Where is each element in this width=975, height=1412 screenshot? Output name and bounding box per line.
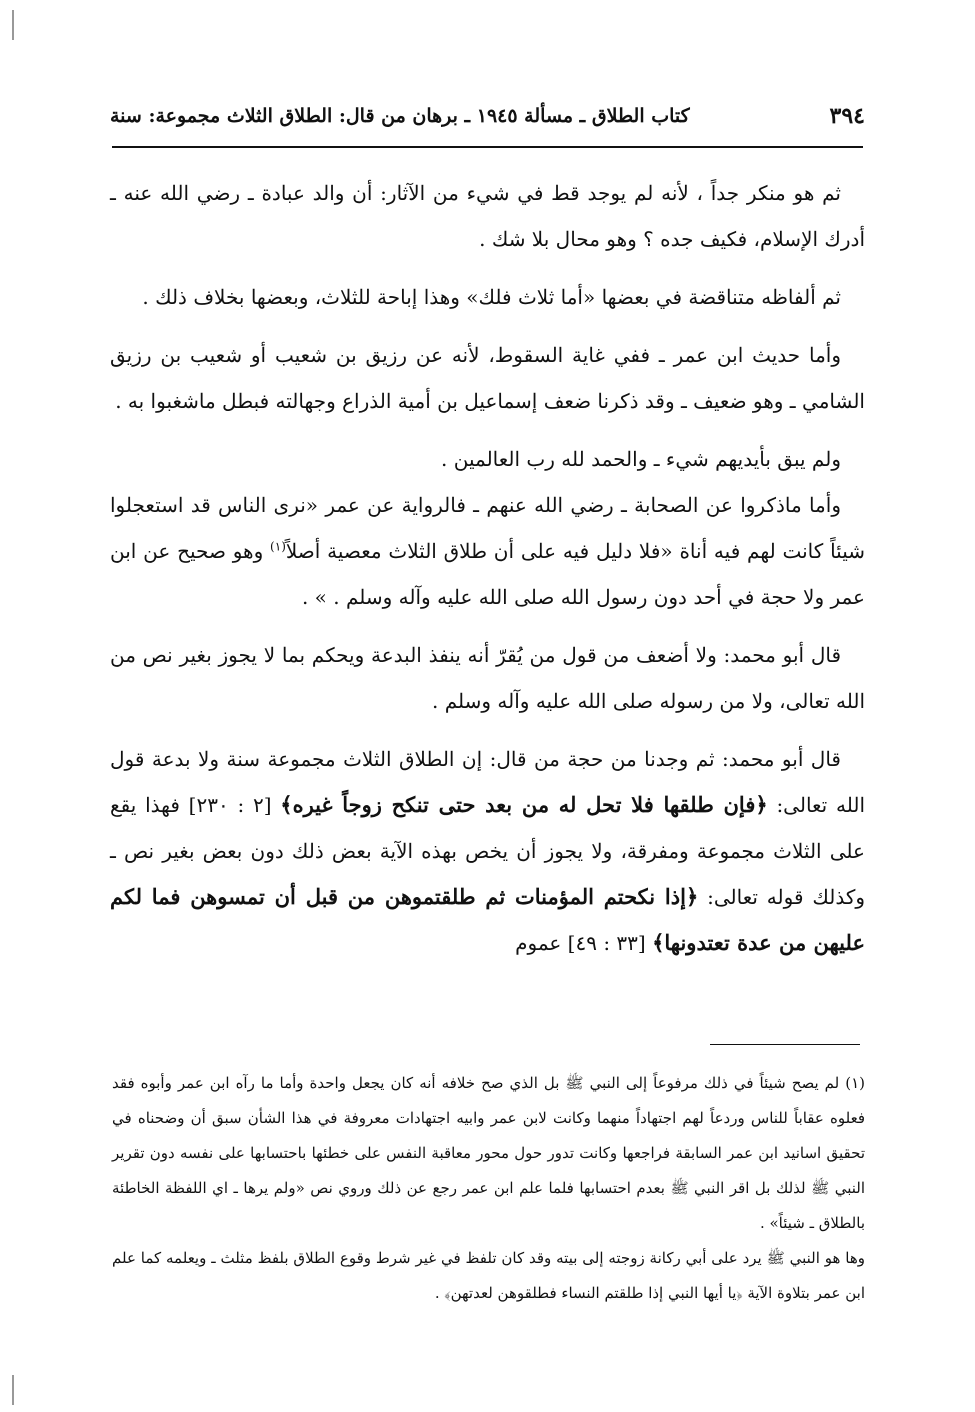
quran-verse: ﴿إذا نكحتم المؤمنات ثم طلقتموهن من قبل أن تمسوهن فما لكم عليهن من عدة تعتدونها﴾ xyxy=(110,884,865,955)
paragraph: ولم يبق بأيديهم شيء ـ والحمد لله رب العالمين . xyxy=(441,447,841,471)
main-text xyxy=(110,170,865,978)
footnote: (١) لم يصح شيئاً في ذلك مرفوعاً إلى النبي ﷺ بل الذي صح خلافه أنه كان يجعل واحدة وأما ما رآه ابن عمر وأبوه فقد فعلوه عقاباً للناس وردعاً لهم اجتهاداً منهما وكانت لابن عمر وابيه اجتهادات معروفة في هذا الشأن سبق أن وضحناه في تحقيق اسانيد ابن عمر السابقة فراجعها وكانت تدور حول محور معاقبة النفس على خطئها باحتسابها على نفسه دون تقرير النبي ﷺ لذلك بل اقر النبي ﷺ بعدم احتسابها فلما علم ابن عمر رجع عن ذلك وروي نص «ولم يرها ـ اي اللفظة الخاطئة بالطلاق ـ شيئاً» . xyxy=(112,1074,865,1232)
paragraph-with-quran xyxy=(110,736,865,966)
footnote-divider xyxy=(710,1044,860,1045)
paragraph-text: وهو صحيح عن ابن عمر ولا حجة في أحد دون رسول الله صلى الله عليه وآله وسلم . » . xyxy=(110,539,865,609)
scan-edge-mark xyxy=(12,10,14,40)
quran-verse: ﴿فإن طلقها فلا تحل له من بعد حتى تنكح زوجاً غيره﴾ xyxy=(280,792,768,817)
paragraph: ثم ألفاظه متناقضة في بعضها «أما ثلاث فلك» وهذا إباحة للثلاث، وبعضها بخلاف ذلك . xyxy=(142,285,841,309)
footnote-marker[interactable]: (١) xyxy=(270,539,286,554)
paragraph-text: وأما ماذكروا عن الصحابة ـ رضي الله عنهم ـ فالرواية عن عمر «نرى الناس قد استعجلوا شيئاً كانت لهم فيه أناة «فلا دليل فيه على أن طلاق الثلاث معصية أصلاً xyxy=(110,493,865,563)
paragraph-text: [٢ : ٢٣٠] فهذا يقع على الثلاث مجموعة ومفرقة، ولا يجوز أن يخص بهذه الآية بعض ذلك دون بعض بغير نص ـ وكذلك قوله تعالى: xyxy=(110,793,865,909)
running-title: كتاب الطلاق ـ مسألة ١٩٤٥ ـ برهان من قال: الطلاق الثلاث مجموعة: سنة xyxy=(110,105,690,127)
paragraph-with-footnote xyxy=(110,482,865,620)
page-number: ٣٩٤ xyxy=(829,103,865,129)
footnotes xyxy=(112,1066,865,1311)
scan-edge-mark xyxy=(12,1375,14,1405)
footnote: وها هو النبي ﷺ يرد على أبي ركانة زوجته إلى بيته وقد كان تلفظ في غير شرط وقوع الطلاق بلفظ مثلث ـ ويعلمه كما علم ابن عمر بتلاوة الآية ﴿يا أيها النبي إذا طلقتم النساء فطلقوهن لعدتهن﴾ . xyxy=(112,1249,865,1302)
header-divider xyxy=(112,146,863,148)
page-header xyxy=(110,96,865,136)
paragraph-text: [٣٣ : ٤٩] عموم xyxy=(515,931,653,955)
paragraph: وأما حديث ابن عمر ـ ففي غاية السقوط، لأنه عن رزيق بن شعيب أو شعيب بن رزيق الشامي ـ وهو ضعيف ـ وقد ذكرنا ضعف إسماعيل بن أمية الذراع وجهالته فبطل ماشغبوا به . xyxy=(110,343,865,413)
paragraph-text: قال أبو محمد: ثم وجدنا من حجة من قال: إن الطلاق الثلاث مجموعة سنة ولا بدعة قول الله تعالى: xyxy=(110,747,865,817)
paragraph: قال أبو محمد: ولا أضعف من قول من يُقرّ أنه ينفذ البدعة ويحكم بما لا يجوز بغير نص من الله تعالى، ولا من رسوله صلى الله عليه وآله وسلم . xyxy=(110,643,865,713)
paragraph: ثم هو منكر جداً ، لأنه لم يوجد قط في شيء من الآثار: أن والد عبادة ـ رضي الله عنه ـ أدرك الإسلام، فكيف جده ؟ وهو محال بلا شك . xyxy=(110,181,865,251)
